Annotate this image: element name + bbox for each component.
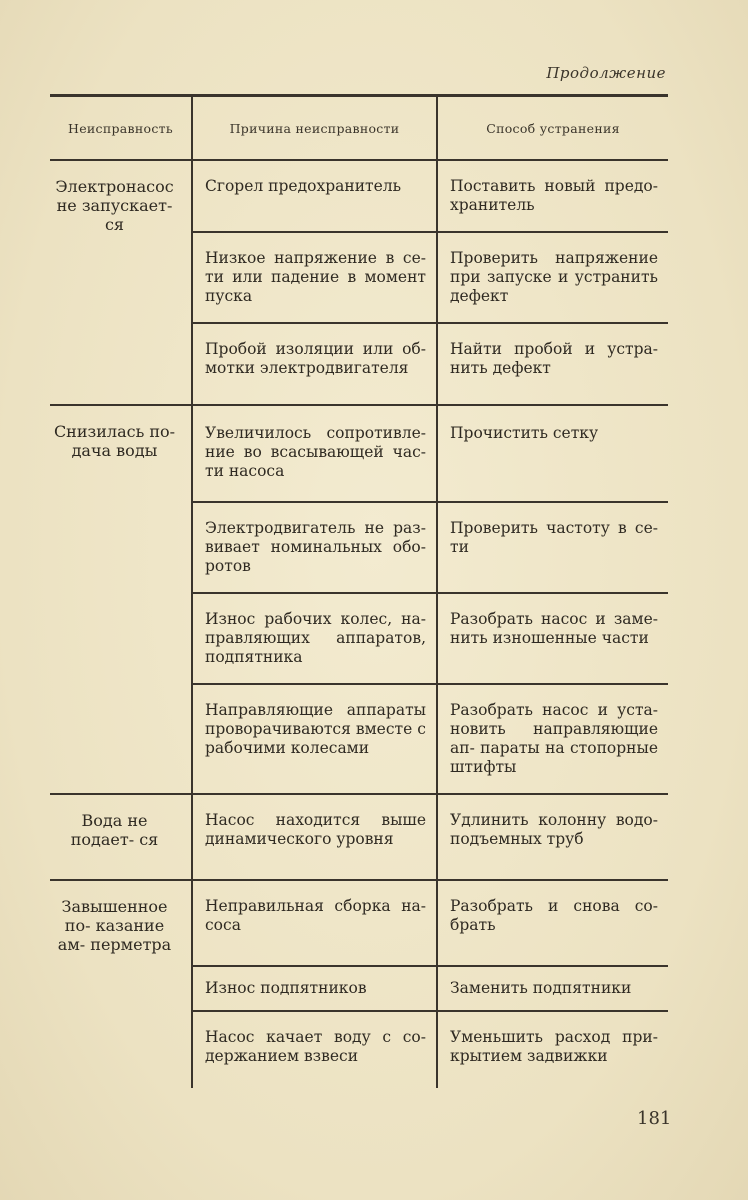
remedy-cell: Прочистить сетку [437,405,668,502]
remedy-cell: Разобрать насос и заме- нить изношенные части [437,593,668,684]
page-number: 181 [637,1108,672,1129]
troubleshooting-table [50,94,668,1088]
remedy-cell: Проверить частоту в се- ти [437,502,668,593]
cause-cell: Электродвигатель не раз- вивает номинальных обо- ротов [192,502,437,593]
cause-cell: Насос качает воду с со- держанием взвеси [192,1011,437,1088]
remedy-cell: Поставить новый предо- хранитель [437,160,668,232]
remedy-cell: Разобрать насос и уста- новить направляющие ап- параты на стопорные штифты [437,684,668,794]
cause-cell: Насос находится выше динамического уровня [192,794,437,880]
table-row [50,160,668,232]
fault-cell: Снизилась по- дача воды [50,405,192,794]
table-row [50,880,668,966]
cause-cell: Пробой изоляции или об- мотки электродвигателя [192,323,437,405]
cause-cell: Износ подпятников [192,966,437,1011]
continued-label: Продолжение [546,64,666,82]
cause-cell: Направляющие аппараты проворачиваются вместе с рабочими колесами [192,684,437,794]
cause-cell: Низкое напряжение в се- ти или падение в момент пуска [192,232,437,323]
column-header-cause: Причина неисправности [192,96,437,161]
cause-cell: Увеличилось сопротивле- ние во всасывающей час- ти насоса [192,405,437,502]
remedy-cell: Заменить подпятники [437,966,668,1011]
remedy-cell: Найти пробой и устра- нить дефект [437,323,668,405]
table-row [50,794,668,880]
cause-cell: Неправильная сборка на- соса [192,880,437,966]
cause-cell: Износ рабочих колес, на- правляющих аппаратов, подпятника [192,593,437,684]
troubleshooting-table-wrap [50,94,668,1088]
remedy-cell: Разобрать и снова со- брать [437,880,668,966]
column-header-fault: Неисправность [50,96,192,161]
remedy-cell: Проверить напряжение при запуске и устранить дефект [437,232,668,323]
remedy-cell: Удлинить колонну водо- подъемных труб [437,794,668,880]
column-header-remedy: Способ устранения [437,96,668,161]
fault-cell: Завышенное по- казание ам- перметра [50,880,192,1088]
fault-cell: Электронасос не запускает- ся [50,160,192,405]
remedy-cell: Уменьшить расход при- крытием задвижки [437,1011,668,1088]
table-row [50,405,668,502]
fault-cell: Вода не подает- ся [50,794,192,880]
cause-cell: Сгорел предохранитель [192,160,437,232]
table-header-row [50,96,668,161]
